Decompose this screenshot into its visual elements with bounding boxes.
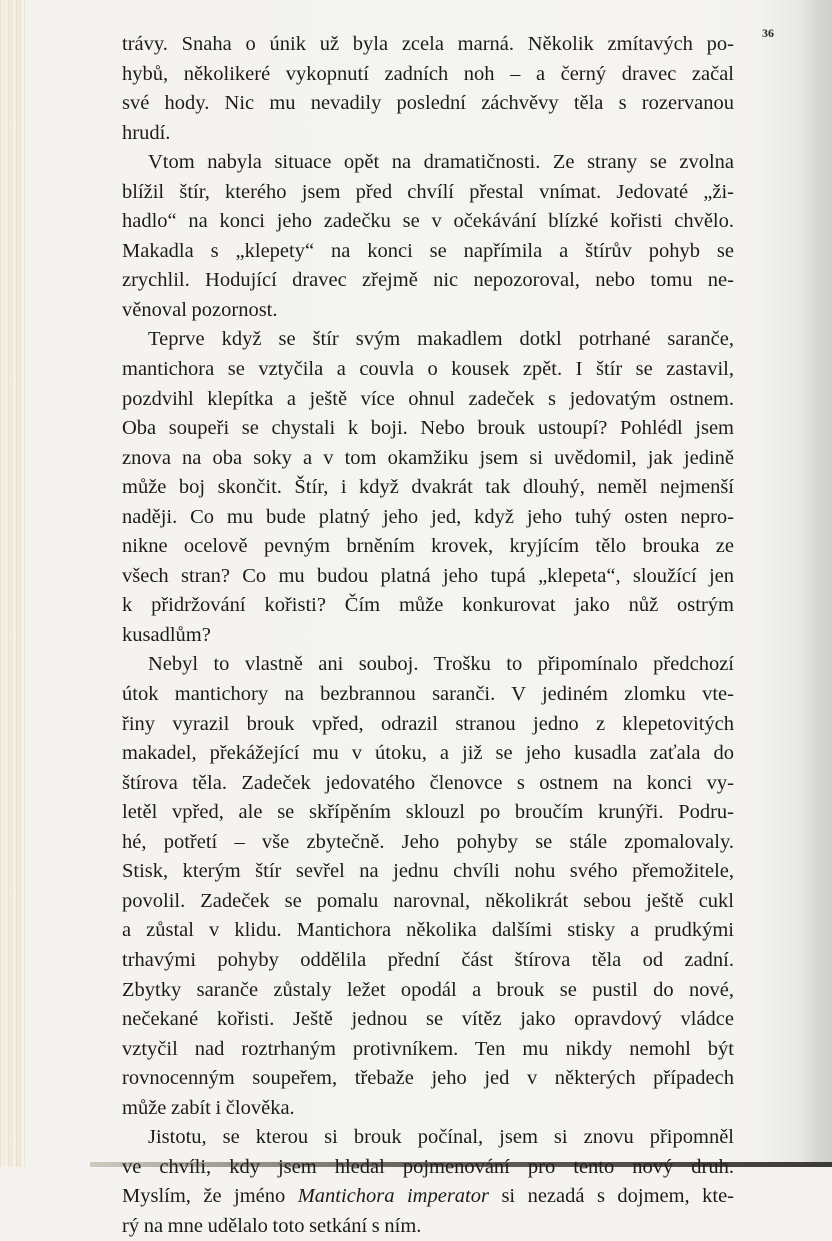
page-number: 36 (762, 26, 774, 40)
text-line: naději. Co mu bude platný jeho jed, když jeho tuhý osten nepro- (122, 505, 734, 528)
text-line: kusadlům? (122, 623, 211, 646)
text-line: blížil štír, kterého jsem před chvílí přestal vnímat. Jedovaté „ži- (122, 180, 734, 203)
text-line: rovnocenným soupeřem, třebaže jeho jed v některých případech (122, 1067, 734, 1090)
text-line: hadlo“ na konci jeho zadečku se v očekávání blízké kořisti chvělo. (122, 210, 734, 233)
text-line: nečekané kořisti. Ještě jednou se vítěz jako opravdový vládce (122, 1008, 734, 1031)
text-line: může zabít i člověka. (122, 1096, 295, 1119)
text-line: útok mantichory na bezbrannou saranči. V jediném zlomku vte- (122, 683, 734, 706)
text-line: makadel, překážející mu v útoku, a již se jeho kusadla zaťala do (122, 742, 734, 765)
text-line (122, 1182, 734, 1212)
text-line: všech stran? Co mu budou platná jeho tupá „klepeta“, sloužící jen (122, 564, 734, 587)
text-line: nikne ocelově pevným brněním krovek, kryjícím tělo brouka ze (122, 535, 734, 558)
text-line: Jistotu, se kterou si brouk počínal, jsem si znovu připomněl (148, 1126, 734, 1149)
text-line: zrychlil. Hodující dravec zřejmě nic nepozoroval, nebo tomu ne- (122, 269, 734, 292)
text-segment: Myslím, že jméno (122, 1185, 298, 1208)
species-name-italic: Mantichora imperator (297, 1185, 489, 1208)
text-line: Oba soupeři se chystali k boji. Nebo brouk ustoupí? Pohlédl jsem (122, 417, 734, 440)
body-text (122, 30, 734, 1241)
text-line: pozdvihl klepítka a ještě více ohnul zadeček s jedovatým ostnem. (122, 387, 734, 410)
text-line: Stisk, kterým štír sevřel na jednu chvíli nohu svého přemožitele, (122, 860, 734, 883)
text-line: ve chvíli, kdy jsem hledal pojmenování pro tento nový druh. (122, 1155, 734, 1178)
text-line: trávy. Snaha o únik už byla zcela marná. Několik zmítavých po- (122, 33, 734, 55)
text-line: trhavými pohyby oddělila přední část štírova těla od zadní. (122, 948, 734, 971)
text-segment: si nezadá s dojmem, kte- (489, 1185, 735, 1208)
text-line: může boj skončit. Štír, i když dvakrát tak dlouhý, neměl nejmenší (122, 476, 734, 499)
text-line: Zbytky saranče zůstaly ležet opodál a brouk se pustil do nové, (122, 978, 734, 1001)
text-line: mantichora se vztyčila a couvla o kousek zpět. I štír se zastavil, (122, 358, 734, 381)
text-line: hrudí. (122, 121, 171, 144)
page-edges (0, 0, 26, 1167)
text-line: a zůstal v klidu. Mantichora několika dalšími stisky a prudkými (122, 919, 734, 942)
text-line: povolil. Zadeček se pomalu narovnal, několikrát sebou ještě cukl (122, 889, 734, 912)
text-line: vztyčil nad roztrhaným protivníkem. Ten mu nikdy nemohl být (122, 1037, 734, 1060)
text-line: Makadla s „klepety“ na konci se napřímila a štírův pohyb se (122, 239, 734, 262)
text-line: štírova těla. Zadeček jedovatého členovce s ostnem na konci vy- (122, 771, 734, 794)
text-line: hé, potřetí – vše zbytečně. Jeho pohyby se stále zpomalovaly. (122, 830, 734, 853)
text-line: Teprve když se štír svým makadlem dotkl potrhané saranče, (148, 328, 734, 351)
text-line: své hody. Nic mu nevadily poslední záchvěvy těla s rozervanou (122, 92, 734, 115)
text-line: hybů, několikeré vykopnutí zadních noh – a černý dravec začal (122, 62, 734, 85)
text-line: rý na mne udělalo toto setkání s ním. (122, 1214, 422, 1237)
text-line: k přidržování kořisti? Čím může konkurovat jako nůž ostrým (122, 594, 734, 617)
text-line: Nebyl to vlastně ani souboj. Trošku to připomínalo předchozí (148, 653, 734, 676)
text-line: věnoval pozornost. (122, 298, 278, 321)
text-line: Vtom nabyla situace opět na dramatičnosti. Ze strany se zvolna (148, 151, 734, 174)
text-line: letěl vpřed, ale se skřípěním sklouzl po broučím krunýři. Podru- (122, 801, 734, 824)
text-line: znova na oba soky a v tom okamžiku jsem si uvědomil, jak jedině (122, 446, 734, 469)
text-line: řiny vyrazil brouk vpřed, odrazil stranou jedno z klepetovitých (122, 712, 734, 735)
